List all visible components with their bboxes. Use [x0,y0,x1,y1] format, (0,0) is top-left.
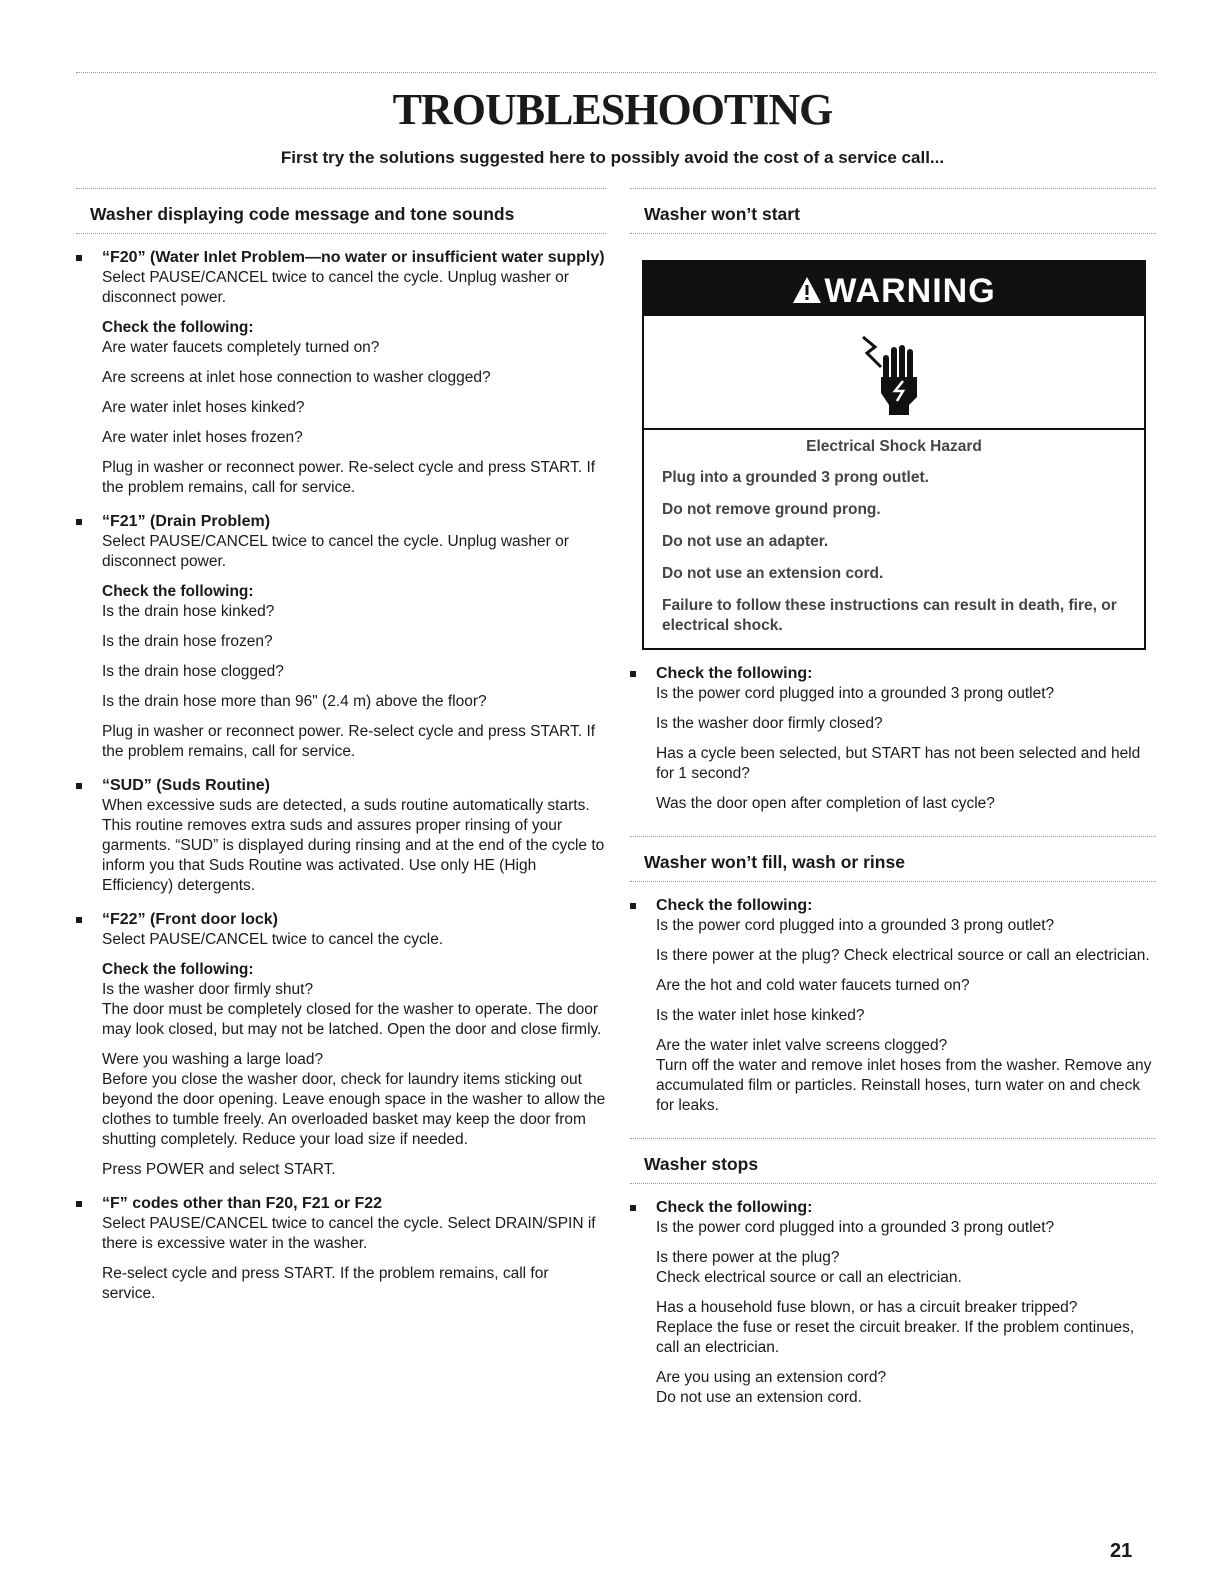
check-line: Has a cycle been selected, but START has not been selected and held for 1 second? [656,745,1141,782]
warning-line: Failure to follow these instructions can result in death, fire, or electrical shock. [662,597,1117,634]
list-item-f21 [76,512,606,762]
check-label: Check the following: [102,583,254,600]
section-heading-stops: Washer stops [630,1138,1156,1184]
check-line: Is the washer door firmly closed? [656,715,883,732]
check-line: Are water inlet hoses frozen? [102,429,303,446]
check-answer: Do not use an extension cord. [656,1389,862,1406]
section-heading-wont-fill: Washer won’t fill, wash or rinse [630,836,1156,882]
check-answer: Check electrical source or call an electrician. [656,1269,962,1286]
item-intro: When excessive suds are detected, a suds routine automatically starts. This routine removes extra suds and assures proper rinsing of your garments. “SUD” is displayed during rinsing and at the end of the cycle to inform you that Suds Routine was activated. Use only HE (High Efficiency) detergents. [102,797,605,894]
item-title: “SUD” (Suds Routine) [102,777,270,794]
item-title: “F” codes other than F20, F21 or F22 [102,1195,383,1212]
item-title: “F22” (Front door lock) [102,911,278,928]
warning-line: Do not use an adapter. [662,533,829,550]
code-message-list [76,248,606,1304]
list-item-stops-checks [630,1198,1156,1408]
check-label: Check the following: [102,961,254,978]
section-heading-code-messages: Washer displaying code message and tone sounds [76,188,606,234]
check-answer: Turn off the water and remove inlet hoses from the washer. Remove any accumulated film or particles. Reinstall hoses, turn water on and check for leaks. [656,1057,1152,1114]
check-line: Is the power cord plugged into a grounded 3 prong outlet? [656,1219,1055,1236]
warning-header-text: WARNING [824,272,996,310]
warning-box [642,260,1146,650]
list-item-sud [76,776,606,896]
list-item-wont-start-checks [630,664,1156,814]
check-label: Check the following: [656,1199,813,1216]
check-line: Is the power cord plugged into a grounded 3 prong outlet? [656,917,1055,934]
wont-start-list [630,664,1156,814]
check-line: Plug in washer or reconnect power. Re-select cycle and press START. If the problem remains, call for service. [102,723,596,760]
check-question: Has a household fuse blown, or has a circuit breaker tripped? [656,1299,1078,1316]
check-label: Check the following: [102,319,254,336]
check-label: Check the following: [656,665,813,682]
list-item-wont-fill-checks [630,896,1156,1116]
check-line: Is there power at the plug? Check electrical source or call an electrician. [656,947,1150,964]
check-line: Is the power cord plugged into a grounded 3 prong outlet? [656,685,1055,702]
item-outro: Re-select cycle and press START. If the problem remains, call for service. [102,1265,549,1302]
check-answer: Before you close the washer door, check for laundry items sticking out beyond the door opening. Leave enough space in the washer to allow the clothes to tumble freely. An overloaded basket may keep the door from shutting completely. Reduce your load size if needed. [102,1071,606,1148]
item-title: “F20” (Water Inlet Problem—no water or insufficient water supply) [102,249,605,266]
check-label: Check the following: [656,897,813,914]
page-number: 21 [1110,1540,1133,1562]
right-column [630,188,1156,1408]
check-line: Was the door open after completion of last cycle? [656,795,995,812]
top-rule [76,72,1156,73]
check-question: Is the washer door firmly shut? [102,981,314,998]
electrical-shock-hand-icon [859,327,929,417]
check-question: Are the water inlet valve screens clogged? [656,1037,948,1054]
check-line: Press POWER and select START. [102,1161,336,1178]
page-subtitle: First try the solutions suggested here to possibly avoid the cost of a service call... [280,148,945,167]
check-question: Were you washing a large load? [102,1051,324,1068]
warning-body [644,430,1144,648]
check-answer: Replace the fuse or reset the circuit breaker. If the problem continues, call an electrician. [656,1319,1135,1356]
item-intro: Select PAUSE/CANCEL twice to cancel the cycle. [102,931,444,948]
check-line: Are water faucets completely turned on? [102,339,380,356]
warning-line: Plug into a grounded 3 prong outlet. [662,469,929,486]
check-line: Is the drain hose kinked? [102,603,275,620]
left-column [76,188,606,1304]
item-intro: Select PAUSE/CANCEL twice to cancel the cycle. Select DRAIN/SPIN if there is excessive water in the washer. [102,1215,596,1252]
check-question: Are you using an extension cord? [656,1369,887,1386]
warning-line: Do not remove ground prong. [662,501,881,518]
item-title: “F21” (Drain Problem) [102,513,271,530]
item-intro: Select PAUSE/CANCEL twice to cancel the cycle. Unplug washer or disconnect power. [102,269,569,306]
wont-fill-list [630,896,1156,1116]
check-line: Are water inlet hoses kinked? [102,399,305,416]
section-heading-wont-start: Washer won’t start [630,188,1156,234]
list-item-f22 [76,910,606,1180]
check-line: Is the water inlet hose kinked? [656,1007,865,1024]
shock-hazard-icon-area [644,316,1144,430]
list-item-other-f-codes [76,1194,606,1304]
item-intro: Select PAUSE/CANCEL twice to cancel the cycle. Unplug washer or disconnect power. [102,533,569,570]
check-line: Is the drain hose frozen? [102,633,273,650]
check-answer: The door must be completely closed for the washer to operate. The door may look closed, but may not be latched. Open the door and close firmly. [102,1001,602,1038]
stops-list [630,1198,1156,1408]
warning-line: Do not use an extension cord. [662,565,884,582]
warning-header [644,262,1144,316]
check-question: Is there power at the plug? [656,1249,840,1266]
page-title: TROUBLESHOOTING [392,85,833,134]
check-line: Are the hot and cold water faucets turned on? [656,977,970,994]
check-line: Are screens at inlet hose connection to washer clogged? [102,369,491,386]
check-line: Is the drain hose more than 96" (2.4 m) above the floor? [102,693,487,710]
list-item-f20 [76,248,606,498]
check-line: Plug in washer or reconnect power. Re-select cycle and press START. If the problem remains, call for service. [102,459,596,496]
warning-hazard-title: Electrical Shock Hazard [806,438,982,455]
warning-triangle-icon [792,276,822,304]
check-line: Is the drain hose clogged? [102,663,284,680]
